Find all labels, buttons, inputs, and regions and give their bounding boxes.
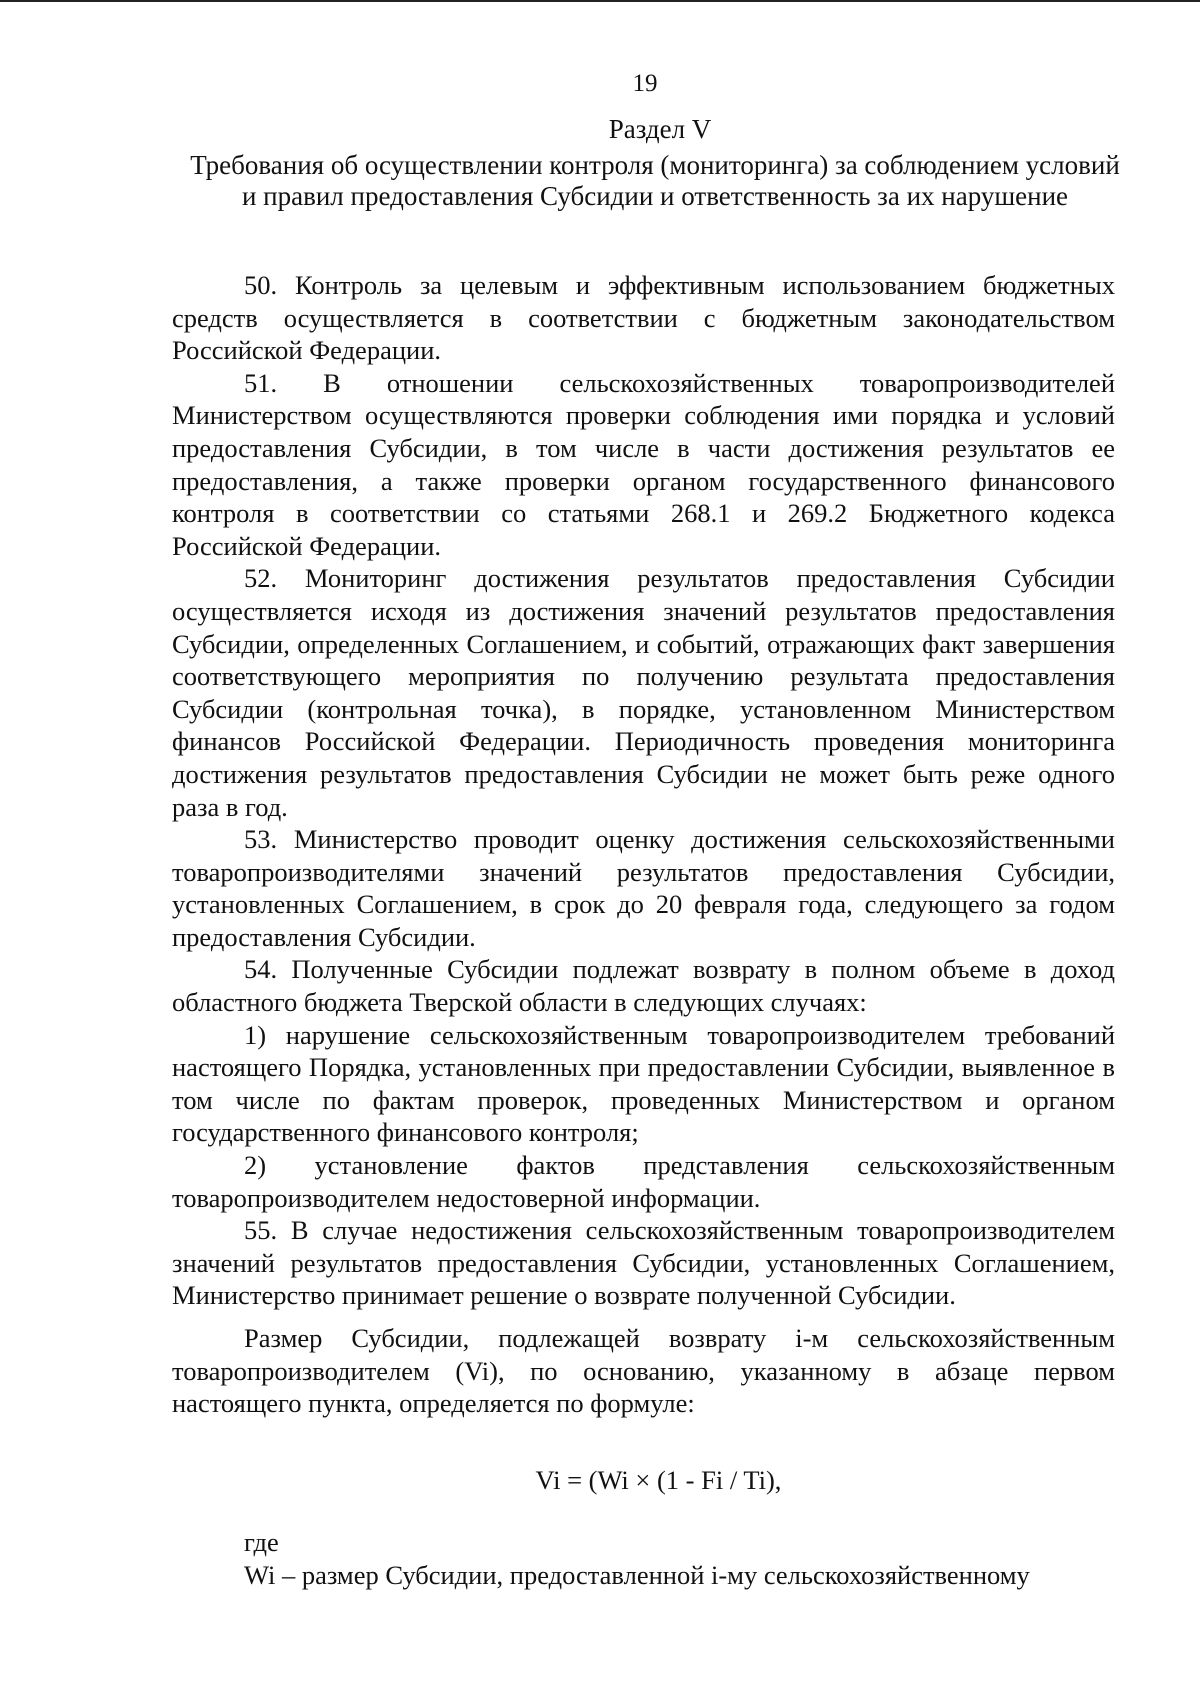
paragraph-54-item-1: 1) нарушение сельскохозяйственным товаропроизводителем требований настоящего Порядка, установленных при предоставлении Субсидии, выявленное в том числе по фактам проверок, проведенных Министерством и органом государственного финансового контроля; <box>172 1019 1115 1148</box>
refund-formula: Vi = (Wi × (1 - Fi / Ti), <box>535 1464 782 1495</box>
paragraph-55-refund-size: Размер Субсидии, подлежащей возврату i-м сельскохозяйственным товаропроизводителем (Vi), по основанию, указанному в абзаце первом настоящего пункта, определяется по формуле: <box>172 1323 1115 1419</box>
where-label: где <box>244 1527 279 1558</box>
paragraph-54-item-2: 2) установление фактов представления сельскохозяйственным товаропроизводителем недостоверной информации. <box>172 1150 1115 1213</box>
paragraph-51: 51. В отношении сельскохозяйственных товаропроизводителей Министерством осуществляются проверки соблюдения ими порядка и условий предоставления Субсидии, в том числе в части достижения результатов ее предоставления, а также проверки органом государственного финансового контроля в соответствии со статьями 268.1 и 269.2 Бюджетного кодекса Российской Федерации. <box>172 367 1115 561</box>
page-number: 19 <box>632 70 658 97</box>
document-body <box>172 269 1115 1592</box>
paragraph-52: 52. Мониторинг достижения результатов предоставления Субсидии осуществляется исходя из достижения значений результатов предоставления Субсидии, определенных Соглашением, и событий, отражающих факт завершения соответствующего мероприятия по получению результата предоставления Субсидии (контрольная точка), в порядке, установленном Министерством финансов Российской Федерации. Периодичность проведения мониторинга достижения результатов предоставления Субсидии не может быть реже одного раза в год. <box>172 563 1115 822</box>
paragraph-55: 55. В случае недостижения сельскохозяйственным товаропроизводителем значений результатов предоставления Субсидии, установленных Соглашением, Министерство принимает решение о возврате полученной Субсидии. <box>172 1215 1115 1311</box>
section-title: Требования об осуществлении контроля (мониторинга) за соблюдением условий и правил предоставления Субсидии и ответственность за их нарушение <box>190 150 1120 211</box>
paragraph-53: 53. Министерство проводит оценку достижения сельскохозяйственными товаропроизводителями значений результатов предоставления Субсидии, установленных Соглашением, в срок до 20 февраля года, следующего за годом предоставления Субсидии. <box>172 824 1115 952</box>
section-label: Раздел V <box>608 114 712 144</box>
scan-edge-line <box>0 0 1200 2</box>
paragraph-50: 50. Контроль за целевым и эффективным использованием бюджетных средств осуществляется в соответствии с бюджетным законодательством Российской Федерации. <box>172 270 1115 366</box>
paragraph-54: 54. Полученные Субсидии подлежат возврату в полном объеме в доход областного бюджета Тверской области в следующих случаях: <box>172 954 1115 1018</box>
variable-definition-wi: Wi – размер Субсидии, предоставленной i-му сельскохозяйственному <box>244 1559 1030 1590</box>
